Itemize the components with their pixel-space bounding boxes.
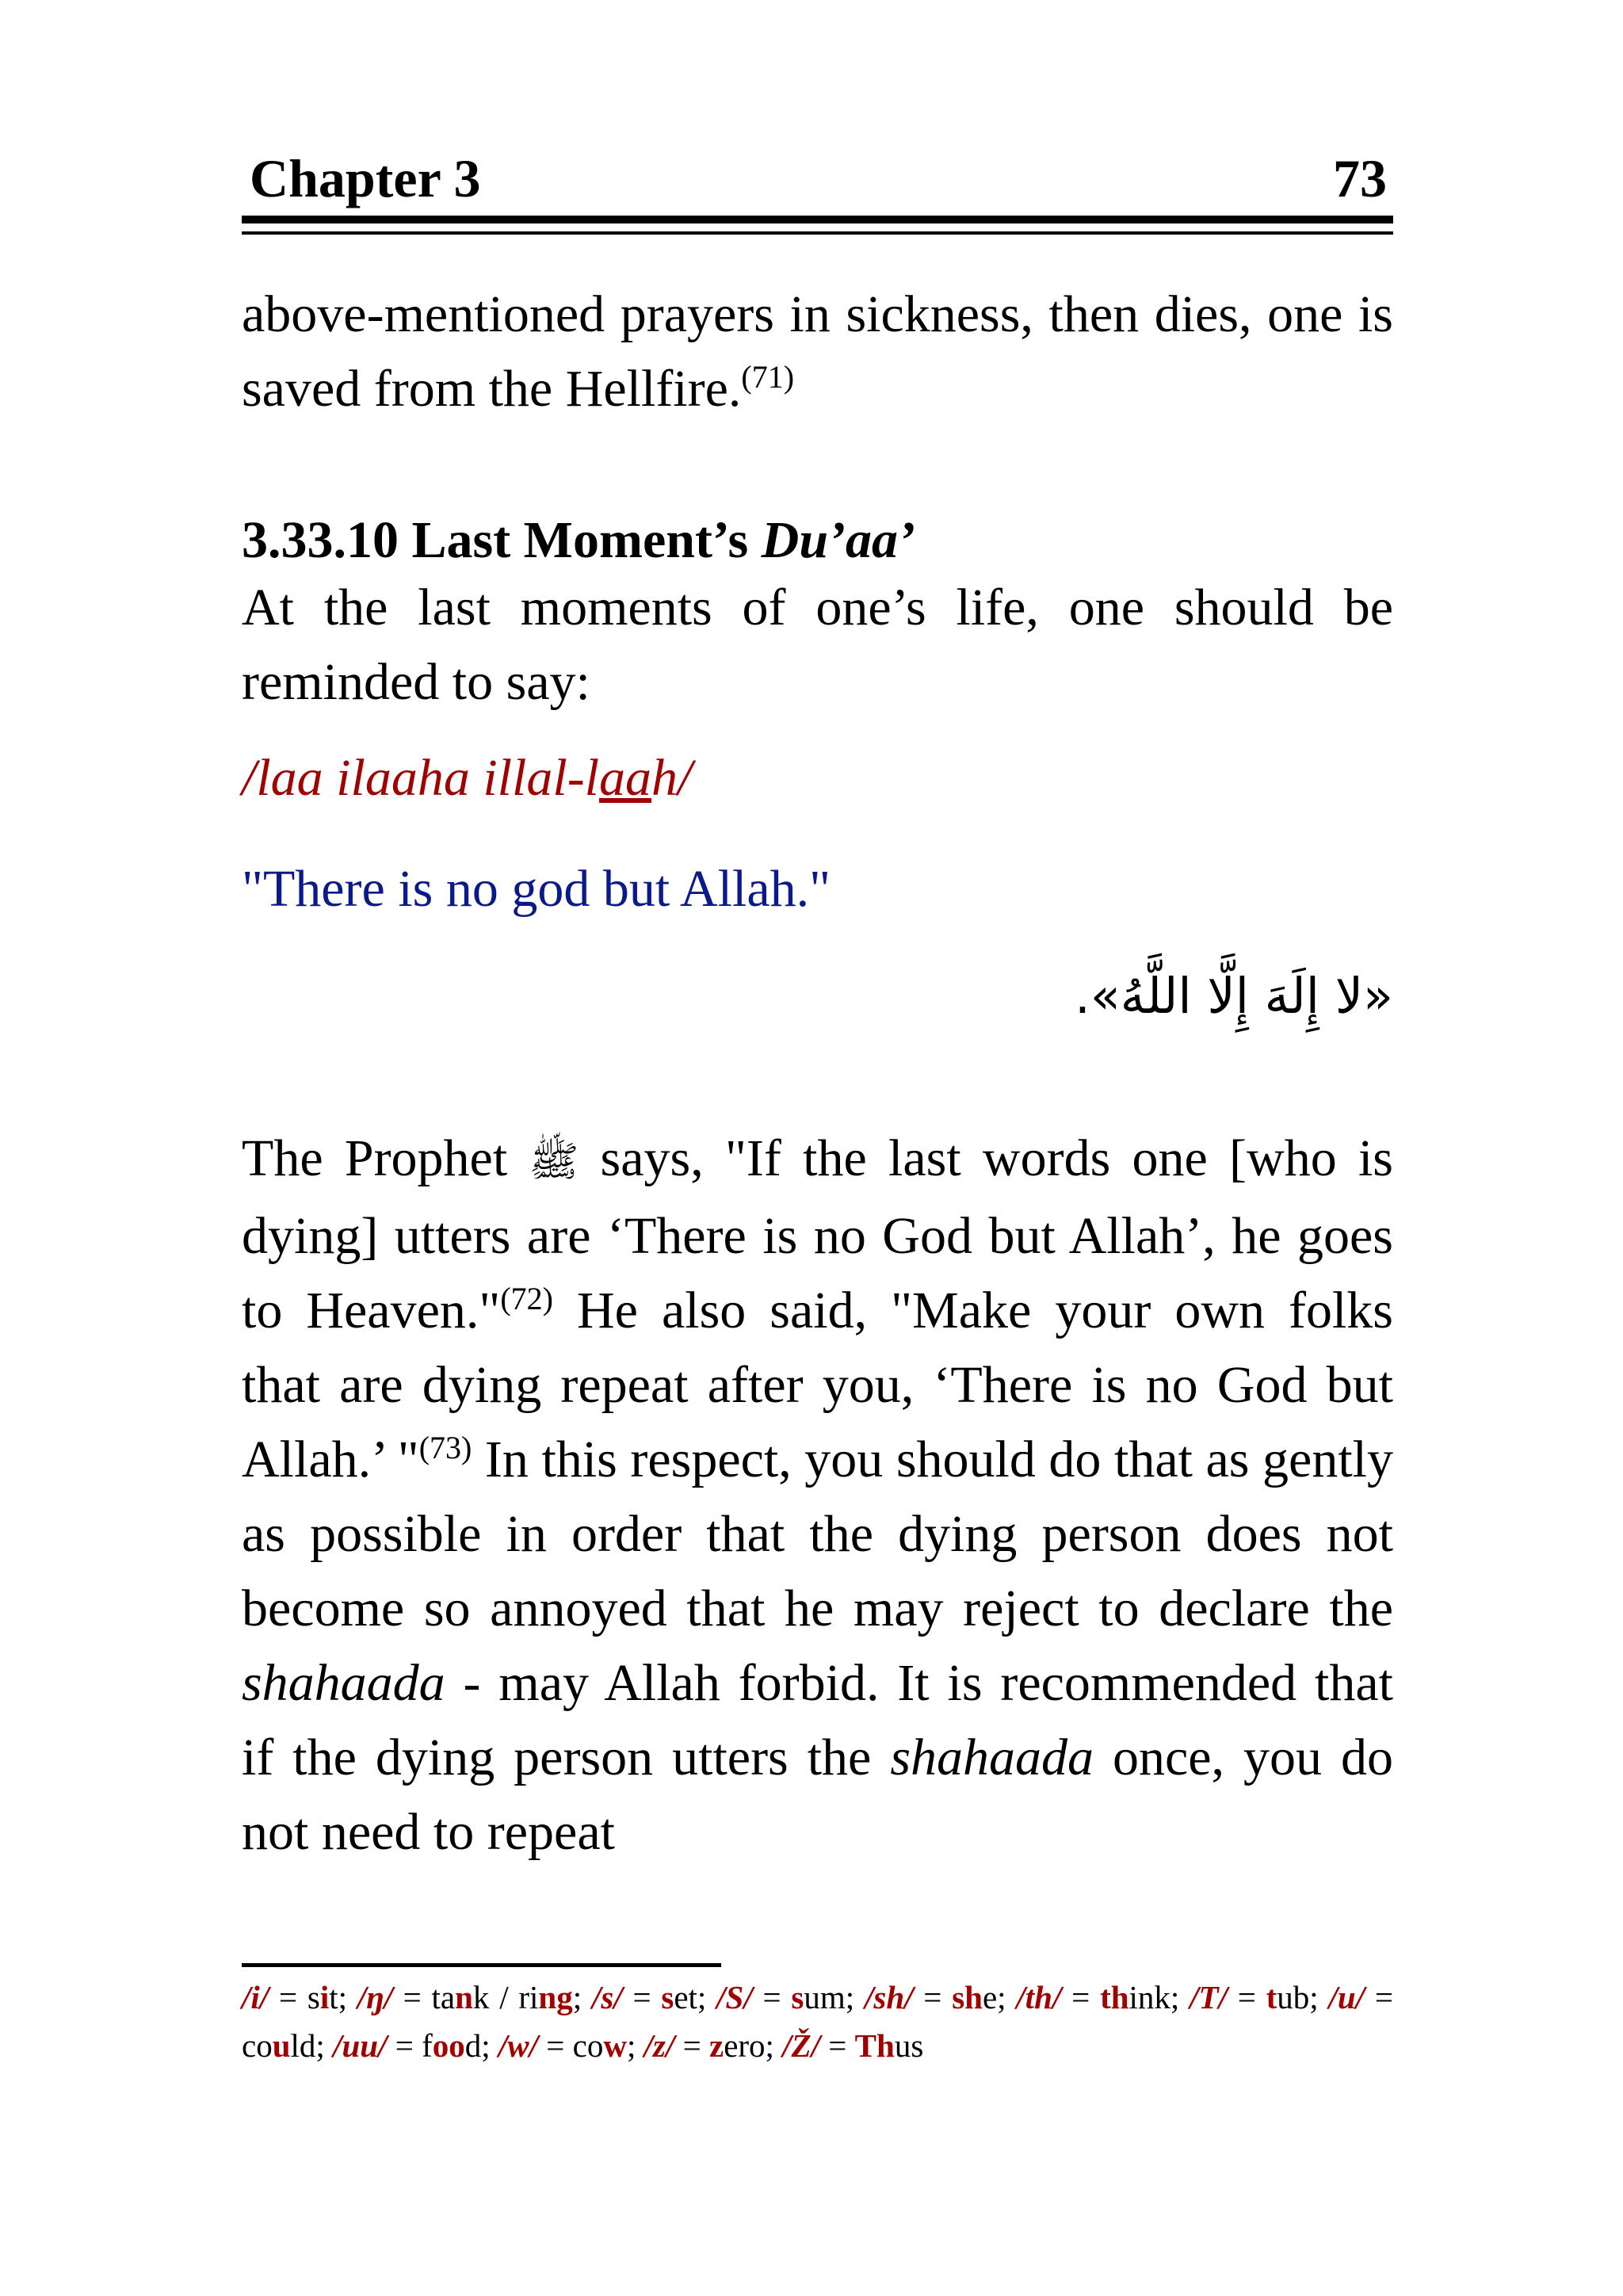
example-text: ; [626,2027,644,2064]
example-text: co [242,2027,273,2064]
equals-sign: = [752,1979,792,2015]
example-highlight: i [319,1979,330,2015]
phoneme-symbol: /w/ [498,2027,539,2064]
phoneme-symbol: /uu/ [333,2027,388,2064]
p3-text-1: The Prophet [242,1129,529,1187]
salawat-symbol: ﷺ [529,1138,579,1186]
phoneme-symbol: /th/ [1016,1979,1062,2015]
example-highlight: Th [854,2027,895,2064]
phoneme-symbol: /i/ [242,1979,269,2015]
reference-73: (73) [418,1430,472,1465]
example-highlight: sh [952,1979,983,2015]
section-number: 3.33.10 Last Moment’s [242,511,762,569]
example-highlight: th [1100,1979,1129,2015]
example-highlight: t [1266,1979,1277,2015]
phoneme-symbol: /u/ [1328,1979,1365,2015]
phoneme-symbol: /ŋ/ [357,1979,393,2015]
example-text: d; [464,2027,498,2064]
footnote-rule [242,1963,721,1967]
footnote-phonetic-key [242,1973,1393,2070]
example-highlight: oo [432,2027,465,2064]
example-highlight: ng [538,1979,573,2015]
phoneme-symbol: /S/ [716,1979,753,2015]
example-text: ; [572,1979,592,2015]
example-text: ub; [1277,1979,1329,2015]
equals-sign: = [269,1979,307,2015]
p3-text-5: - may Allah forbid. It is recommended that if the dying person utters the [242,1654,1393,1786]
phoneme-symbol: /z/ [643,2027,675,2064]
chapter-label: Chapter 3 [250,148,481,208]
arabic-text: «لا إِلَهَ إِلَّا اللَّهُ». [1075,967,1393,1025]
example-text: e; [982,1979,1017,2015]
equals-sign: = [913,1979,953,2015]
phoneme-symbol: /T/ [1190,1979,1228,2015]
reference-72: (72) [500,1281,553,1316]
equals-sign: = [674,2027,709,2064]
translit-underlined: aa [599,749,652,807]
example-highlight: s [661,1979,674,2015]
example-text: ta [431,1979,456,2015]
equals-sign: = [387,2027,422,2064]
example-highlight: z [709,2027,724,2064]
example-highlight: n [455,1979,473,2015]
example-text: co [572,2027,604,2064]
example-text: ero; [724,2027,783,2064]
paragraph-1-text: above-mentioned prayers in sickness, then dies, one is saved from the Hellfire. [242,285,1393,418]
equals-sign: = [820,2027,855,2064]
p3-text-6: once, you do not need to repeat [242,1729,1393,1861]
example-text: ink; [1128,1979,1190,2015]
paragraph-1 [242,277,1393,426]
page-number: 73 [1333,148,1387,208]
p3-text-4: In this respect, you should do that as gently as possible in order that the dying person does not become so annoyed that he may reject to declare the [242,1431,1394,1637]
example-text: ld; [290,2027,334,2064]
phoneme-symbol: /s/ [591,1979,623,2015]
phoneme-symbol: /Ž/ [782,2027,821,2064]
equals-sign: = [1227,1979,1266,2015]
example-text: us [894,2027,924,2064]
header-rule-thin [242,231,1393,235]
p3-text-3: He also said, "Make your own folks that are dying repeat after you, ‘There is no God but Allah.’ " [242,1282,1393,1488]
equals-sign: = [622,1979,662,2015]
paragraph-3 [242,1121,1393,1870]
running-header [242,147,1393,210]
equals-sign: = [1365,1979,1393,2015]
reference-71: (71) [741,359,795,395]
translit-part-1: /laa ilaaha illal-l [242,749,600,807]
example-text: k / ri [472,1979,539,2015]
p3-italic-shahaada-1: shahaada [242,1654,445,1712]
header-rule-thick [242,216,1393,223]
example-text: et; [674,1979,717,2015]
example-text: s [307,1979,320,2015]
example-text: um; [804,1979,865,2015]
equals-sign: = [538,2027,573,2064]
phoneme-symbol: /sh/ [864,1979,914,2015]
transliteration [242,741,692,816]
equals-sign: = [392,1979,432,2015]
section-title-italic: Du’aa’ [761,511,915,569]
example-text: t; [329,1979,357,2015]
example-highlight: u [272,2027,291,2064]
paragraph-2: At the last moments of one’s life, one should be reminded to say: [242,579,1393,711]
example-highlight: w [603,2027,627,2064]
translit-part-2: h/ [651,749,693,807]
section-heading [242,503,915,578]
equals-sign: = [1061,1979,1101,2015]
p3-italic-shahaada-2: shahaada [890,1729,1094,1786]
example-text: f [422,2027,433,2064]
translation: "There is no god but Allah." [242,860,831,918]
example-highlight: s [791,1979,804,2015]
p3-text-2: says, "If the last words one [who is dying] utters are ‘There is no God but Allah’, he goes to Heaven." [242,1129,1393,1339]
